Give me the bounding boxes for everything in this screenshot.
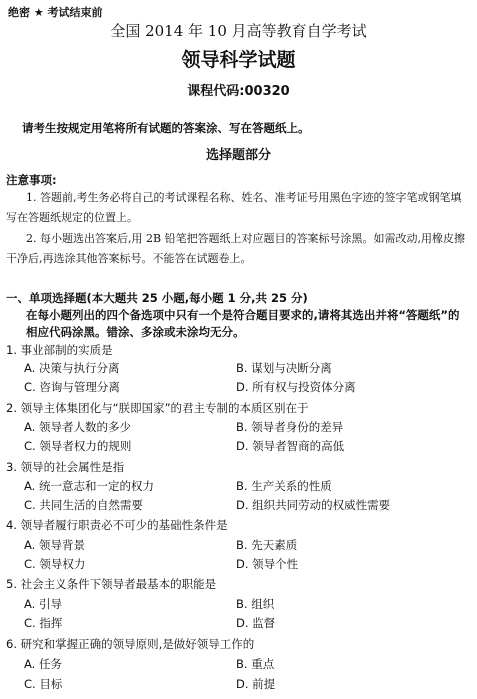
question-stem: 2. 领导主体集团化与“朕即国家”的君主专制的本质区别在于 <box>6 401 309 415</box>
option-d: D. 所有权与投资体分离 <box>236 380 356 394</box>
option-c: C. 领导权力 <box>24 557 86 571</box>
option-a: A. 决策与执行分离 <box>24 361 120 375</box>
option-a: A. 引导 <box>24 597 62 611</box>
option-b: B. 先天素质 <box>236 538 298 552</box>
option-b: B. 重点 <box>236 657 275 671</box>
option-d: D. 组织共同劳动的权威性需要 <box>236 498 391 512</box>
option-b: B. 组织 <box>236 597 275 611</box>
option-a: A. 领导背景 <box>24 538 85 552</box>
part-description: 在每小题列出的四个备选项中只有一个是符合题目要求的,请将其选出并将“答题纸”的相应代码涂黑。错涂、多涂或未涂均无分。 <box>26 308 460 339</box>
option-b: B. 领导者身份的差异 <box>236 420 344 434</box>
option-d: D. 前提 <box>236 677 276 691</box>
question-stem: 3. 领导的社会属性是指 <box>6 460 125 474</box>
question-stem: 6. 研究和掌握正确的领导原则,是做好领导工作的 <box>6 637 255 651</box>
confidential-label: 绝密 ★ 考试结束前 <box>8 6 103 19</box>
section-title: 选择题部分 <box>205 148 271 163</box>
option-a: A. 任务 <box>24 657 62 671</box>
option-a: A. 领导者人数的多少 <box>24 420 131 434</box>
part-heading: 一、单项选择题(本大题共 25 小题,每小题 1 分,共 25 分) <box>6 291 308 305</box>
note-item: 2. 每小题选出答案后,用 2B 铅笔把答题纸上对应题目的答案标号涂黑。如需改动,用橡皮擦干净后,再选涂其他答案标号。不能答在试题卷上。 <box>6 232 466 265</box>
option-c: C. 咨询与管理分离 <box>24 380 120 394</box>
option-c: C. 领导者权力的规则 <box>24 439 132 453</box>
notes-heading: 注意事项: <box>6 173 57 187</box>
course-code: 课程代码:00320 <box>187 84 290 99</box>
question-stem: 5. 社会主义条件下领导者最基本的职能是 <box>6 577 217 591</box>
option-b: B. 生产关系的性质 <box>236 479 332 493</box>
option-a: A. 统一意志和一定的权力 <box>24 479 154 493</box>
option-c: C. 目标 <box>24 677 63 691</box>
option-d: D. 监督 <box>236 616 276 630</box>
option-d: D. 领导者智商的高低 <box>236 439 345 453</box>
note-item: 1. 答题前,考生务必将自己的考试课程名称、姓名、准考证号用黑色字迹的签字笔或钢笔填写在答题纸规定的位置上。 <box>6 191 462 224</box>
general-instruction: 请考生按规定用笔将所有试题的答案涂、写在答题纸上。 <box>22 121 310 135</box>
page-title: 领导科学试题 <box>181 49 296 71</box>
option-c: C. 指挥 <box>24 616 63 630</box>
question-stem: 1. 事业部制的实质是 <box>6 343 113 357</box>
question-stem: 4. 领导者履行职责必不可少的基础性条件是 <box>6 518 228 532</box>
option-d: D. 领导个性 <box>236 557 299 571</box>
option-b: B. 谋划与决断分离 <box>236 361 332 375</box>
option-c: C. 共同生活的自然需要 <box>24 498 143 512</box>
exam-name: 全国 2014 年 10 月高等教育自学考试 <box>110 22 367 40</box>
